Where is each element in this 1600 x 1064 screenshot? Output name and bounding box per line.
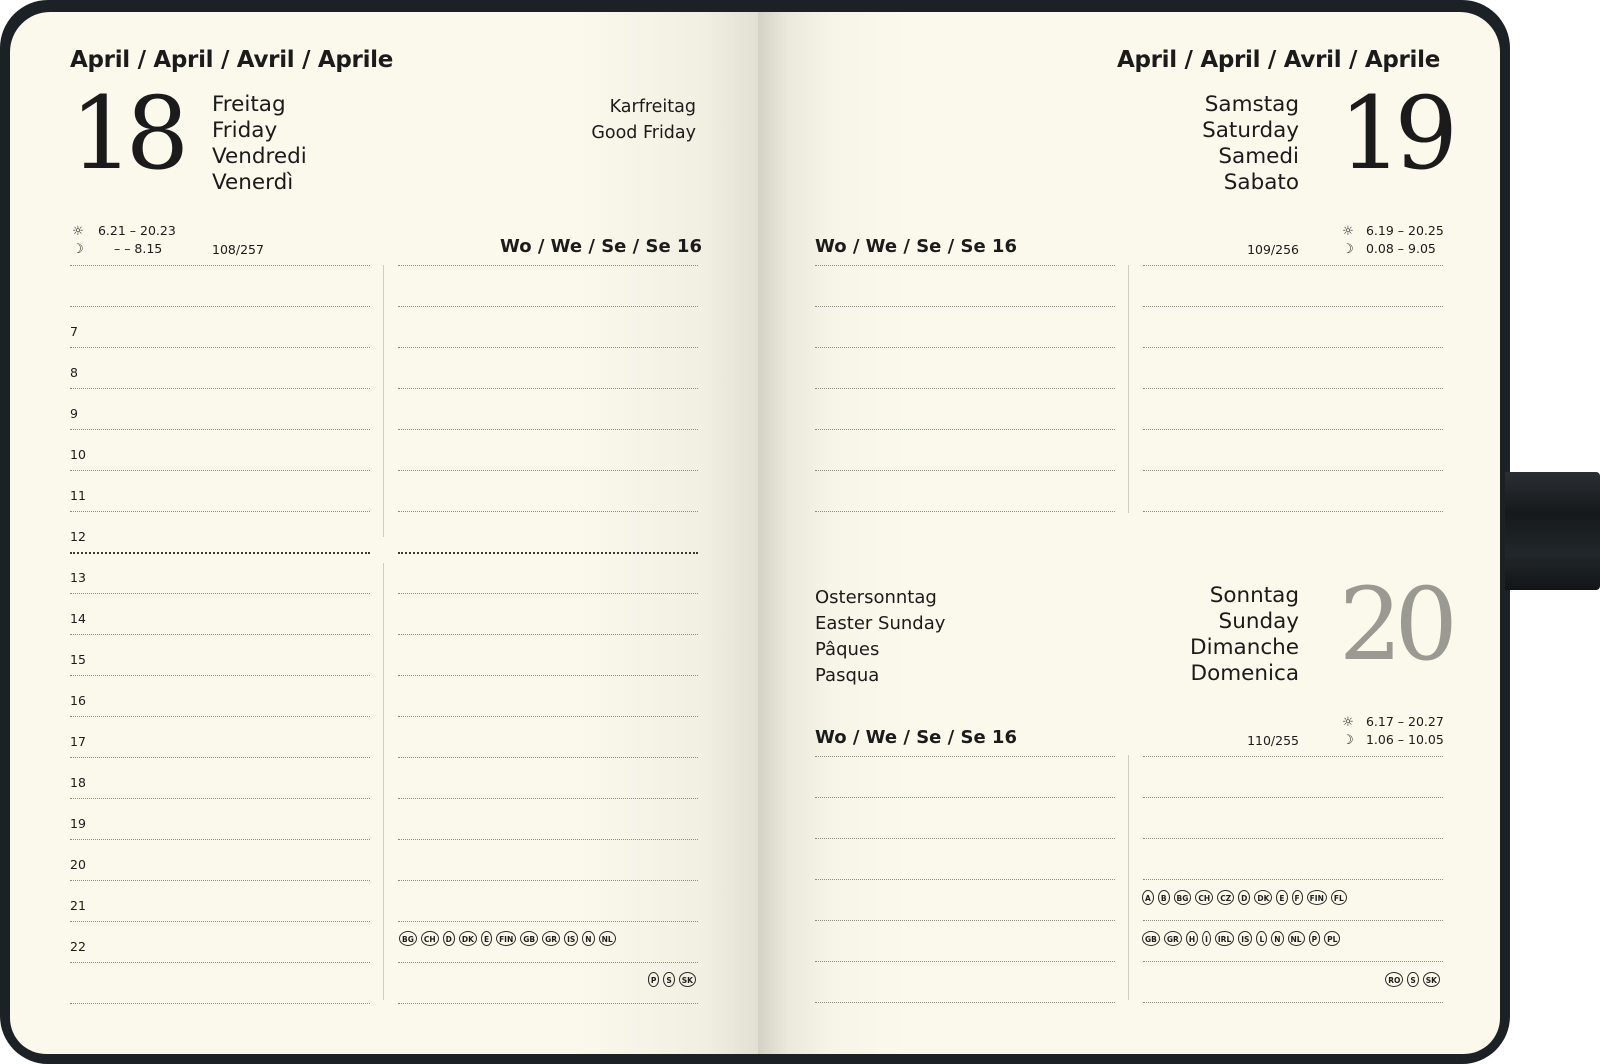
ruled-line [70,470,370,471]
left-day-names [212,92,307,196]
country-code: N [582,931,594,946]
country-code: D [443,931,455,946]
ruled-line [70,593,370,594]
ruled-line [398,962,698,963]
day-name: Sunday [1218,609,1299,634]
sun-times: 6.21 – 20.23 [97,223,176,238]
ruled-line [815,347,1115,348]
ruled-line [398,880,698,881]
country-code: P [648,972,660,987]
ruled-line [1143,511,1443,512]
left-moon-row [70,240,162,259]
day-name: Venerdì [212,170,294,195]
ruled-line [1143,756,1443,757]
ruled-line [1143,961,1443,962]
hour-label: 16 [70,693,86,708]
day-name: Freitag [212,92,286,117]
saturday-day-names [1100,92,1299,196]
ruled-line [1143,306,1443,307]
ruled-line [398,634,698,635]
moon-times: 1.06 – 10.05 [1365,732,1444,747]
day-number-18: 18 [70,75,182,192]
country-code: FIN [496,931,516,946]
ruled-line [815,797,1115,798]
ruled-line [1143,797,1443,798]
ruled-line [398,470,698,471]
saturday-week-label: Wo / We / Se / Se 16 [815,236,1017,257]
day-name: Saturday [1202,118,1299,143]
country-code: DK [459,931,477,946]
day-name: Domenica [1190,661,1299,686]
ruled-line [1143,429,1443,430]
ruled-line [1143,347,1443,348]
ruled-line [398,593,698,594]
sun-icon: ☼ [72,224,84,239]
ruled-line [398,265,698,266]
country-code: GR [542,931,560,946]
moon-times: 0.08 – 9.05 [1365,241,1436,256]
holiday-name: Pâques [815,639,880,660]
country-code: GR [1164,931,1182,946]
country-code: A [1142,890,1154,905]
country-code: BG [1174,890,1192,905]
holiday-name: Karfreitag [609,97,696,117]
hour-label: 10 [70,447,86,462]
hour-label: 9 [70,406,78,421]
hour-label: 20 [70,857,86,872]
ruled-line [815,511,1115,512]
ruled-line [70,839,370,840]
country-code: I [1202,931,1211,946]
ruled-line [70,388,370,389]
country-code: FIN [1307,890,1327,905]
country-code: SK [679,972,696,987]
holiday-name: Pasqua [815,665,880,686]
sun-times: 6.19 – 20.25 [1365,223,1444,238]
hour-label: 22 [70,939,86,954]
ruled-line [1143,879,1443,880]
ruled-line [70,880,370,881]
country-code: PL [1324,931,1340,946]
ruled-line [70,265,370,266]
moon-icon: ☽ [72,242,84,257]
country-code: RO [1385,972,1403,987]
ruled-line [815,470,1115,471]
ruled-line [1143,388,1443,389]
ruled-line [70,757,370,758]
ruled-line [398,757,698,758]
country-code: BG [399,931,417,946]
ruled-line [70,306,370,307]
day-number-20: 20 [1338,566,1450,683]
right-country-codes-row3 [1385,972,1440,987]
country-code: NL [1288,931,1305,946]
ruled-line [815,920,1115,921]
saturday-moon-row [1340,240,1436,259]
country-code: IS [564,931,578,946]
left-country-codes-row2 [648,972,696,987]
country-code: SK [1423,972,1440,987]
ruled-line [70,347,370,348]
left-sunrise-row [70,222,176,241]
hour-label: 11 [70,488,86,503]
day-name: Samstag [1204,92,1299,117]
saturday-sunrise-row [1340,222,1444,241]
country-code: S [663,972,674,987]
elastic-band-closure[interactable] [1505,472,1600,590]
sunday-moon-row [1340,731,1444,750]
moon-icon: ☽ [1342,242,1354,257]
left-column-divider [383,265,384,537]
country-code: D [1238,890,1250,905]
ruled-line [1143,470,1443,471]
ruled-line [398,716,698,717]
ruled-line [398,839,698,840]
hour-label: 15 [70,652,86,667]
moon-times: – – 8.15 [113,241,163,256]
ruled-line [398,675,698,676]
hour-label: 12 [70,529,86,544]
ruled-line [70,429,370,430]
right-month-header: April / April / Avril / Aprile [1116,47,1440,73]
ruled-line [70,716,370,717]
day-name: Dimanche [1190,635,1299,660]
country-code: H [1186,931,1198,946]
ruled-line [70,552,370,554]
ruled-line [398,552,698,554]
country-code: CH [421,931,439,946]
hour-label: 8 [70,365,78,380]
hour-label: 13 [70,570,86,585]
moon-icon: ☽ [1342,733,1354,748]
day-name: Vendredi [212,144,307,169]
ruled-line [70,511,370,512]
right-country-codes-row1 [1142,890,1347,905]
country-code: L [1256,931,1267,946]
ruled-line [815,306,1115,307]
sun-icon: ☼ [1342,224,1354,239]
country-code: N [1271,931,1283,946]
left-week-label: Wo / We / Se / Se 16 [500,236,702,257]
left-holiday [500,94,696,146]
country-code: IS [1238,931,1252,946]
country-code: CZ [1217,890,1234,905]
country-code: IRL [1215,931,1234,946]
sunday-day-of-year: 110/255 [1247,733,1299,748]
country-code: B [1158,890,1170,905]
left-day-of-year: 108/257 [212,242,264,257]
ruled-line [815,961,1115,962]
day-name: Friday [212,118,278,143]
sunday-day-names [1100,583,1299,687]
country-code: GB [1142,931,1160,946]
saturday-day-of-year: 109/256 [1247,242,1299,257]
sunday-column-divider [1128,755,1129,1000]
country-code: FL [1331,890,1347,905]
hour-label: 18 [70,775,86,790]
country-code: E [1276,890,1287,905]
ruled-line [815,265,1115,266]
ruled-line [70,675,370,676]
ruled-line [1143,920,1443,921]
left-country-codes-row1 [399,931,616,946]
right-country-codes-row2 [1142,931,1340,946]
hour-label: 14 [70,611,86,626]
sun-icon: ☼ [1342,715,1354,730]
ruled-line [398,798,698,799]
left-month-header: April / April / Avril / Aprile [70,47,394,73]
ruled-line [815,838,1115,839]
holiday-name: Easter Sunday [815,613,946,634]
country-code: S [1407,972,1418,987]
ruled-line [1143,1002,1443,1003]
left-column-divider [383,563,384,1000]
ruled-line [70,962,370,963]
ruled-line [815,756,1115,757]
hour-label: 7 [70,324,78,339]
holiday-name: Good Friday [591,123,696,143]
ruled-line [815,1002,1115,1003]
holiday-name: Ostersonntag [815,587,937,608]
sunday-holiday [815,585,945,689]
country-code: E [481,931,492,946]
ruled-line [70,634,370,635]
country-code: GB [520,931,538,946]
ruled-line [398,1003,698,1004]
ruled-line [815,429,1115,430]
ruled-line [398,511,698,512]
ruled-line [70,1003,370,1004]
country-code: NL [599,931,616,946]
ruled-line [398,306,698,307]
ruled-line [398,388,698,389]
ruled-line [70,921,370,922]
country-code: P [1309,931,1321,946]
country-code: DK [1254,890,1272,905]
sun-times: 6.17 – 20.27 [1365,714,1444,729]
hour-label: 21 [70,898,86,913]
sunday-week-label: Wo / We / Se / Se 16 [815,727,1017,748]
country-code: CH [1195,890,1213,905]
ruled-line [398,429,698,430]
ruled-line [398,347,698,348]
sunday-sunrise-row [1340,713,1444,732]
country-code: F [1292,890,1303,905]
day-name: Samedi [1218,144,1299,169]
hour-label: 19 [70,816,86,831]
ruled-line [1143,838,1443,839]
ruled-line [815,388,1115,389]
day-name: Sabato [1223,170,1299,195]
day-number-19: 19 [1338,75,1450,192]
ruled-line [70,798,370,799]
day-name: Sonntag [1209,583,1299,608]
hour-label: 17 [70,734,86,749]
saturday-column-divider [1128,265,1129,513]
ruled-line [815,879,1115,880]
ruled-line [398,921,698,922]
ruled-line [1143,265,1443,266]
